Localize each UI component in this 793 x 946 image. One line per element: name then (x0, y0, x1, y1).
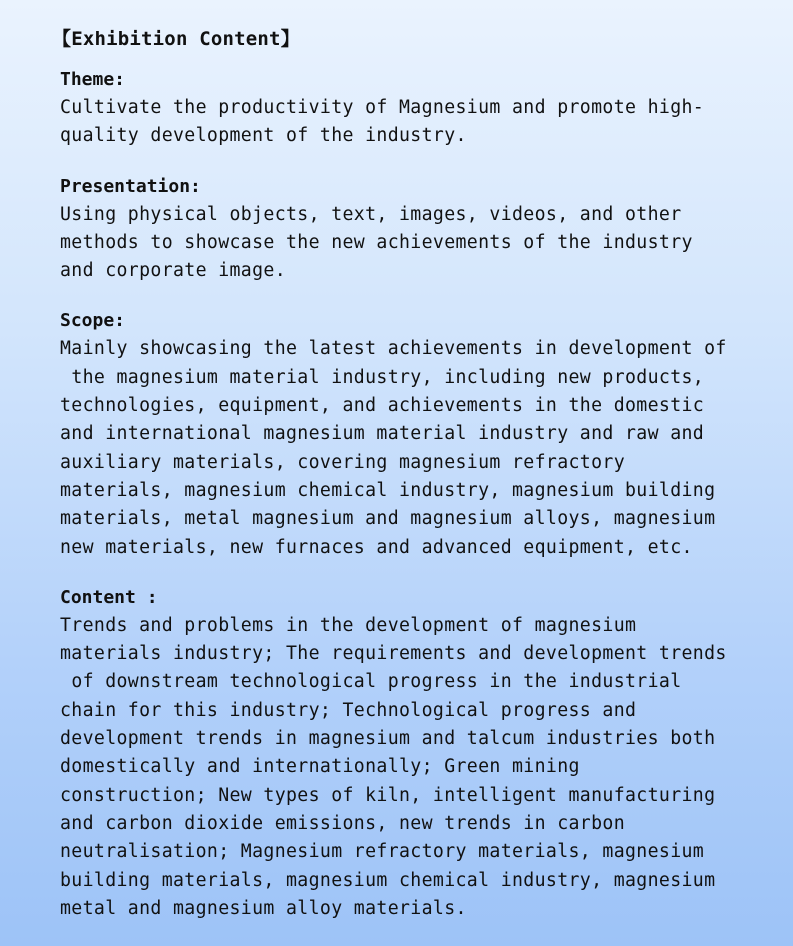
section-body-presentation: Using physical objects, text, images, videos, and other methods to showcase the new achievements of the industry and corporate image. (60, 203, 693, 282)
exhibition-content-document (52, 24, 772, 945)
section-scope (60, 307, 772, 561)
section-presentation (60, 173, 772, 286)
section-theme (60, 66, 772, 151)
section-heading-theme: Theme: (60, 69, 126, 90)
section-body-theme: Cultivate the productivity of Magnesium and promote high- quality development of the industry. (60, 97, 705, 147)
section-heading-scope: Scope: (60, 310, 126, 332)
page-title: 【Exhibition Content】 (52, 28, 300, 50)
section-body-scope: Mainly showcasing the latest achievements in development of the magnesium material industry, including new products, technologies, equipment, and achievements in the domestic and international magnesium material industry and raw and auxiliary materials, covering magnesium refractory materials, magnesium chemical industry, magnesium building materials, metal magnesium and magnesium alloys, magnesium new materials, new furnaces and advanced equipment, etc. (60, 338, 727, 558)
section-heading-content: Content : (60, 586, 158, 608)
section-heading-presentation: Presentation: (60, 175, 201, 197)
section-body-content: Trends and problems in the development of magnesium materials industry; The requirements and development trends of downstream technological progress in the industrial chain for this industry; Technological progress and development trends in magnesium and talcum industries both domestically and internationally; Green mining construction; New types of kiln, intelligent manufacturing and carbon dioxide emissions, new trends in carbon neutralisation; Magnesium refractory materials, magnesium building materials, magnesium chemical industry, magnesium metal and magnesium alloy materials. (60, 614, 727, 919)
section-content (60, 584, 772, 923)
